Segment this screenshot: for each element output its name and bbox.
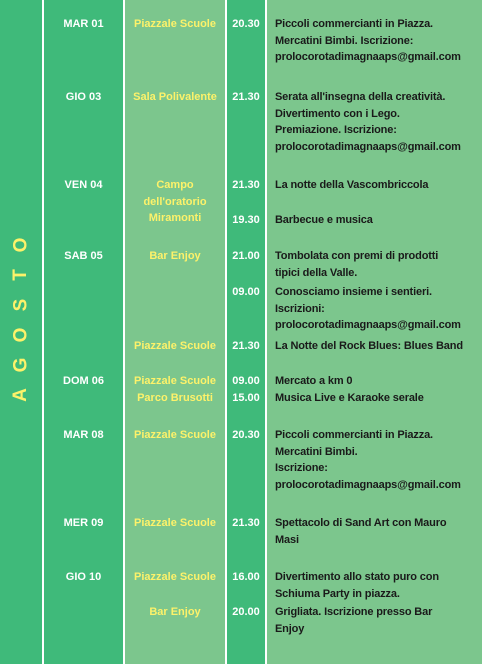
event-day: MAR 08 <box>63 429 104 441</box>
event-time: 21.30 <box>232 179 260 191</box>
event-place: Bar Enjoy <box>149 606 201 618</box>
event-time: 20.30 <box>232 18 260 30</box>
event-description: Mercato a km 0 <box>275 375 353 387</box>
event-description: Musica Live e Karaoke serale <box>275 391 424 404</box>
event-description: Premiazione. Iscrizione: <box>275 124 397 136</box>
event-time: 09.00 <box>232 286 260 298</box>
event-place: Piazzale Scuole <box>134 517 216 529</box>
month-letter: T <box>9 269 31 281</box>
event-description: Barbecue e musica <box>275 214 373 226</box>
event-time: 21.30 <box>232 340 260 352</box>
month-letter: A <box>9 388 31 402</box>
event-time: 15.00 <box>232 391 260 404</box>
event-description: Masi <box>275 533 299 546</box>
month-letter: O <box>10 327 31 343</box>
event-description: Tombolata con premi di prodotti <box>275 250 439 262</box>
email-link[interactable]: prolocorotadimagnaaps@gmail.com <box>275 319 461 331</box>
event-description: Iscrizione: <box>275 462 328 474</box>
event-description: Enjoy <box>275 622 305 635</box>
event-description: Schiuma Party in piazza. <box>275 587 400 600</box>
event-place: Piazzale Scuole <box>134 571 216 583</box>
event-place: Piazzale Scuole <box>134 375 216 387</box>
event-description: Piccoli commercianti in Piazza. <box>275 429 433 441</box>
event-description: Mercatini Bimbi. <box>275 445 358 458</box>
event-day: MER 09 <box>63 517 104 529</box>
event-description: Iscrizioni: <box>275 302 325 315</box>
event-time: 21.00 <box>232 250 260 262</box>
event-description: Divertimento allo stato puro con <box>275 571 439 583</box>
event-time: 21.30 <box>232 517 260 529</box>
event-place: Bar Enjoy <box>149 250 201 262</box>
event-place: Piazzale Scuole <box>134 340 216 352</box>
event-description: La Notte del Rock Blues: Blues Band <box>275 340 463 352</box>
event-time: 16.00 <box>232 571 260 583</box>
event-description: Piccoli commercianti in Piazza. <box>275 18 433 30</box>
event-description: Serata all'insegna della creatività. <box>275 91 446 103</box>
event-description: Spettacolo di Sand Art con Mauro <box>275 517 447 529</box>
event-description: Conosciamo insieme i sentieri. <box>275 286 432 298</box>
event-place: dell'oratorio <box>143 195 207 208</box>
event-description: tipici della Valle. <box>275 266 358 279</box>
email-link[interactable]: prolocorotadimagnaaps@gmail.com <box>275 478 461 491</box>
event-time: 09.00 <box>232 375 260 387</box>
event-time: 20.30 <box>232 429 260 441</box>
event-time: 21.30 <box>232 91 260 103</box>
event-description: Divertimento con i Lego. <box>275 107 400 120</box>
event-day: GIO 10 <box>65 571 102 583</box>
month-letter: S <box>10 298 31 312</box>
event-place: Piazzale Scuole <box>134 18 216 30</box>
event-place: Piazzale Scuole <box>134 429 216 441</box>
event-time: 19.30 <box>232 214 260 226</box>
email-link[interactable]: prolocorotadimagnaaps@gmail.com <box>275 51 461 63</box>
month-label <box>9 236 33 404</box>
event-place: Miramonti <box>148 212 202 224</box>
event-time: 20.00 <box>232 606 260 618</box>
month-letter: G <box>10 357 31 373</box>
event-place: Campo <box>156 179 194 191</box>
event-day: SAB 05 <box>64 250 103 262</box>
email-link[interactable]: prolocorotadimagnaaps@gmail.com <box>275 140 461 153</box>
event-day: VEN 04 <box>64 179 103 191</box>
month-letter: O <box>10 237 31 253</box>
event-place: Sala Polivalente <box>133 91 217 103</box>
event-description: Grigliata. Iscrizione presso Bar <box>275 606 433 618</box>
event-day: GIO 03 <box>65 91 102 103</box>
event-description: La notte della Vascombriccola <box>275 179 429 191</box>
event-day: DOM 06 <box>63 375 104 387</box>
event-description: Mercatini Bimbi. Iscrizione: <box>275 34 414 47</box>
event-day: MAR 01 <box>63 18 104 30</box>
event-place: Parco Brusotti <box>137 391 213 404</box>
